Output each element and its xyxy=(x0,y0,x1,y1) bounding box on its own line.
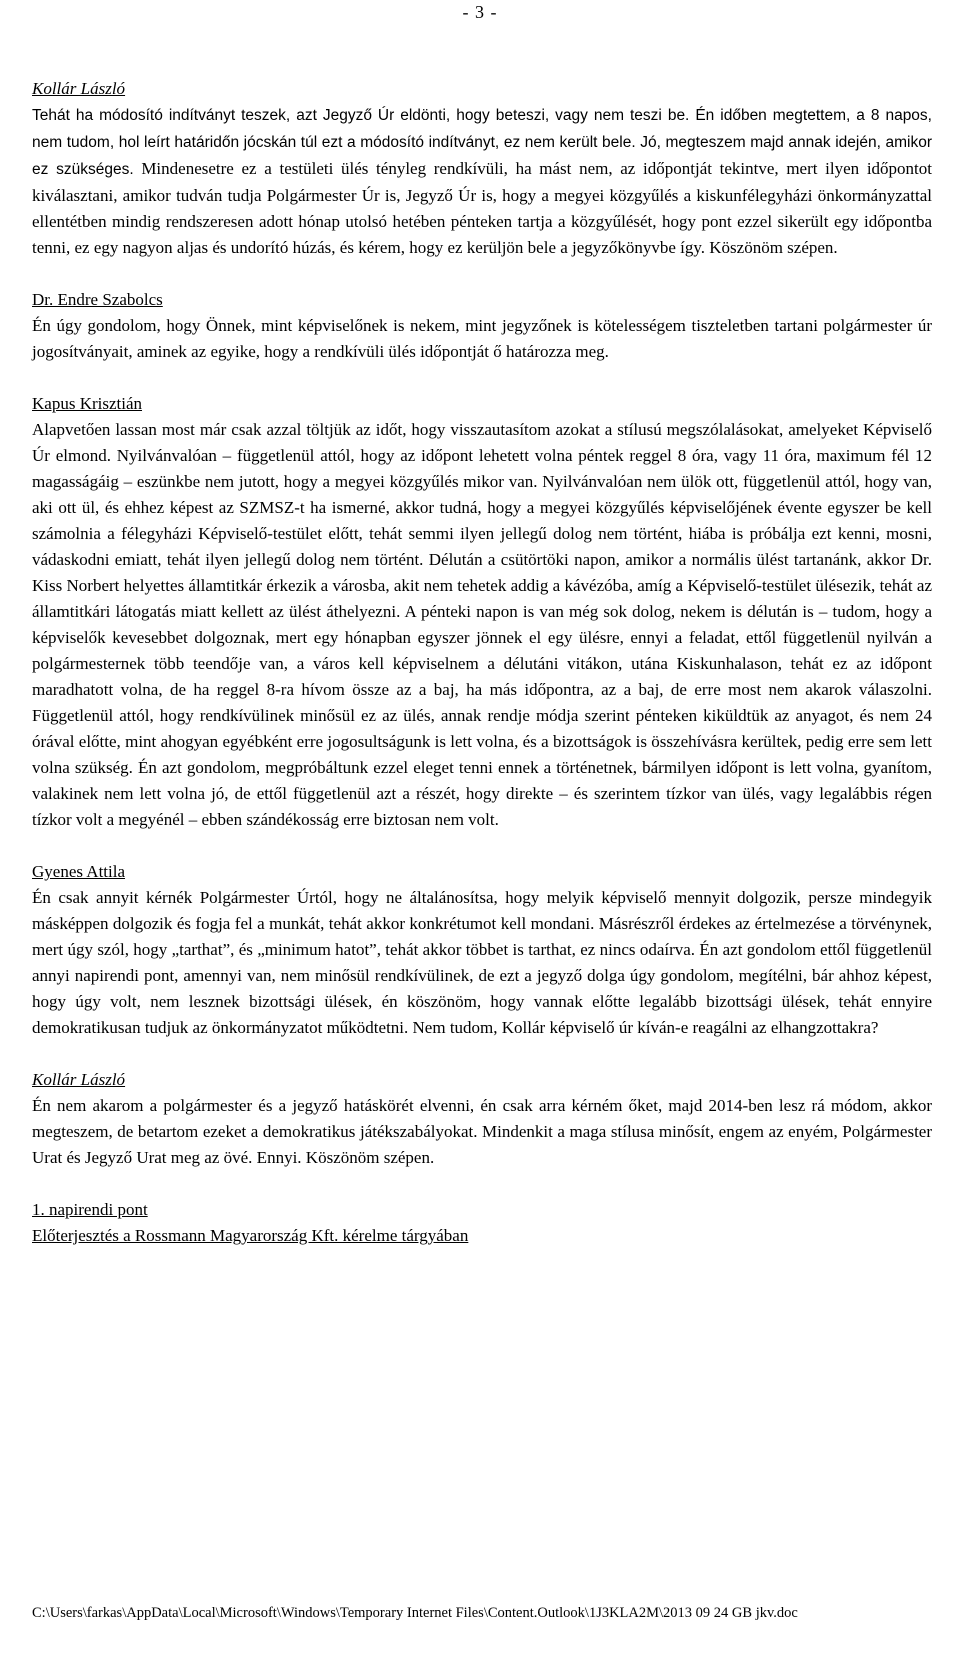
speech-text: Alapvetően lassan most már csak azzal töltjük az időt, hogy visszautasítom azokat a stílusú megszólalásokat, amelyeket Képviselő Úr elmond. Nyilvánvalóan – függetlenül attól, hogy az időpont lehetett volna péntek reggel 8 óra, vagy 11 óra, maximum fél 12 magasságáig – eszünkbe nem jutott, hogy a megyei közgyűlés mikor van. Nyilvánvalóan nem ülök ott, függetlenül attól, hogy van, aki ott ül, és ehhez képest az SZMSZ-t ha ismerné, akkor tudná, hogy a megyei közgyűlés képviselőjének évente egyszer be kell számolnia a félegyházi Képviselő-testület előtt, tehát semmi ilyen jellegű dolog nem történt, hiába is próbálja ezt kenni, mosni, vádaskodni emiatt, tehát ilyen jellegű dolog nem történt. Délután a csütörtöki napon, amikor a normális ülést tartanánk, akkor Dr. Kiss Norbert helyettes államtitkár érkezik a városba, akit nem tehetek addig a kávézóba, amíg a Képviselő-testület ülésezik, tehát az államtitkári látogatás miatt kellett az ülést áthelyezni. A pénteki napon is van még sok dolog, nekem is délután is – tudom, hogy a képviselők kevesebbet dolgoznak, mert egy hónapban egyszer jönnek el egy ülésre, ennyi a feladat, ettől függetlenül nyilván a polgármesternek több teendője van, a város kell képviselnem a délutáni vitákon, utána Kiskunhalason, tehát ez az időpont maradhatott volna, de ha reggel 8-ra hívom össze az a baj, ha más időpontra, az a baj, de erre most nem akarok válaszolni. Függetlenül attól, hogy rendkívülinek minősül ez az ülés, annak rendje módja szerint pénteken kiküldtük az anyagot, és nem 24 órával előtte, mint ahogyan egyébként erre jogosultságunk is lett volna, és a bizottságok is összehívásra kerültek, pedig erre sem lett volna szükség. Én azt gondolom, megpróbáltunk ezzel eleget tenni ennek a történetnek, bármilyen időpont is lett volna, gyanítom, valakinek nem lett volna jó, de ettől függetlenül azt a részét, hogy direkte – és szerintem tízkor van ülés, vagy legalábbis régen tízkor volt a megyénél – ebben szándékosság erre biztosan nem volt. xyxy=(32,420,932,829)
speech-block-endre xyxy=(32,287,932,365)
agenda-section xyxy=(32,1197,932,1249)
speech-block-kollar-1 xyxy=(32,76,932,261)
agenda-item-title: Előterjesztés a Rossmann Magyarország Kft. kérelme tárgyában xyxy=(32,1226,469,1245)
speaker-name: Kollár László xyxy=(32,1070,126,1089)
speech-text-sans: Tehát ha módosító indítványt teszek, azt Jegyző Úr eldönti, hogy beteszi, vagy nem teszi be. Én időben megtettem, a 8 napos, nem tudom, hol leírt határidőn jócskán túl ezt a módosító indítványt, ez nem került bele. Jó, megteszem majd annak idején, amikor ez szükséges. xyxy=(32,107,932,178)
speaker-name: Gyenes Attila xyxy=(32,862,126,881)
speech-text xyxy=(32,102,932,261)
speaker-name: Dr. Endre Szabolcs xyxy=(32,290,163,309)
speaker-name: Kollár László xyxy=(32,79,126,98)
speech-block-gyenes xyxy=(32,859,932,1041)
agenda-item-number: 1. napirendi pont xyxy=(32,1200,148,1219)
speech-text-serif: Mindenesetre ez a testületi ülés tényleg rendkívüli, ha mást nem, az időpontját tekintve, mert ilyen időpontot kiválasztani, amikor tudván tudja Polgármester Úr is, Jegyző Úr is, hogy a megyei közgyűlés a kiskunfélegyházi önkormányzattal ellentétben mindig rendszeresen adott hónap utolsó hetében pénteken tartja a közgyűlését, hogy pont ezzel sikerült egy időpontba tenni, ez egy nagyon aljas és undorító húzás, és kérem, hogy ez kerüljön bele a jegyzőkönyvbe így. Köszönöm szépen. xyxy=(32,159,932,257)
speech-block-kapus xyxy=(32,391,932,833)
file-path-footer: C:\Users\farkas\AppData\Local\Microsoft\Windows\Temporary Internet Files\Content.Outlook\1J3KLA2M\2013 09 24 GB jkv.doc xyxy=(32,1605,798,1621)
speaker-name: Kapus Krisztián xyxy=(32,394,143,413)
document-body xyxy=(32,76,932,1275)
speech-text: Én csak annyit kérnék Polgármester Úrtól, hogy ne általánosítsa, hogy melyik képviselő mennyit dolgozik, persze mindegyik másképpen dolgozik és fogja fel a munkát, tehát akkor konkrétumot kell mondani. Másrészről érdekes az értelmezése a törvénynek, mert úgy szól, hogy „tarthat”, és „minimum hatot”, tehát akkor többet is tarthat, ez nincs odaírva. Én azt gondolom ettől függetlenül annyi napirendi pont, amennyi van, nem minősül rendkívülinek, de ezt a jegyző dolga úgy gondolom, megítélni, bár ahhoz képest, hogy úgy volt, nem lesznek bizottsági ülések, én köszönöm, hogy vannak előtte legalább bizottsági ülések, tehát ennyire demokratikusan tudjuk az önkormányzatot működtetni. Nem tudom, Kollár képviselő úr kíván-e reagálni az elhangzottakra? xyxy=(32,888,932,1037)
speech-text: Én nem akarom a polgármester és a jegyző hatáskörét elvenni, én csak arra kérném őket, majd 2014-ben lesz rá módom, akkor megteszem, de betartom ezeket a demokratikus játékszabályokat. Mindenkit a maga stílusa minősít, engem az enyém, Polgármester Urat és Jegyző Urat meg az övé. Ennyi. Köszönöm szépen. xyxy=(32,1096,932,1167)
speech-text: Én úgy gondolom, hogy Önnek, mint képviselőnek is nekem, mint jegyzőnek is kötelességem tiszteletben tartani polgármester úr jogosítványait, aminek az egyike, hogy a rendkívüli ülés időpontját ő határozza meg. xyxy=(32,316,932,361)
page-number: - 3 - xyxy=(462,2,498,22)
speech-block-kollar-2 xyxy=(32,1067,932,1171)
